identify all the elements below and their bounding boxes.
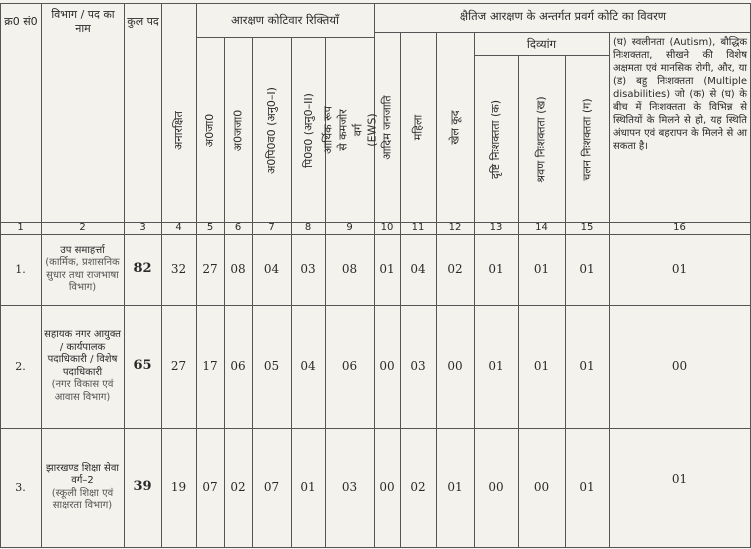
header-st — [224, 40, 252, 220]
row-value: 01 — [488, 359, 504, 373]
column-number: 5 — [206, 221, 214, 233]
post-name: सहायक नगर आयुक्त / कार्यपालक पदाधिकारी / विशेष पदाधिकारी — [44, 329, 121, 378]
post-name: उप समाहर्त्ता — [60, 244, 105, 256]
header-ews — [321, 40, 379, 220]
row-value: 03 — [300, 262, 316, 276]
row-value: 00 — [671, 358, 688, 373]
header-serial: क्र0 सं0 — [4, 15, 38, 29]
rule-v — [41, 3, 42, 548]
row-value: 00 — [379, 359, 395, 373]
header-col-label: आदिम जनजाति — [380, 95, 394, 160]
row-total-posts: 65 — [133, 358, 152, 374]
column-number: 13 — [489, 221, 503, 233]
column-number: 11 — [411, 221, 425, 233]
header-primitive-tribe — [374, 35, 400, 220]
row-total-posts: 39 — [133, 479, 152, 495]
header-col-label: आर्थिक रूप से कमजोर वर्ग (EWS) — [321, 106, 379, 154]
row-value: 01 — [579, 262, 595, 276]
header-visual-disability — [474, 58, 518, 220]
column-number: 12 — [448, 221, 462, 233]
row-value: 01 — [488, 262, 504, 276]
row-post — [43, 234, 122, 305]
header-col-label: श्रवण निःशक्तता (ख) — [535, 95, 548, 183]
header-women — [400, 35, 436, 220]
header-col-label: अ0पि0व0 (अनु0–I) — [265, 86, 279, 174]
column-number: 9 — [346, 221, 353, 233]
row-value: 01 — [379, 262, 395, 276]
row-value: 05 — [263, 359, 280, 373]
row-value: 01 — [579, 359, 595, 373]
column-number: 4 — [175, 221, 182, 233]
header-horizontal-reservation: क्षैतिज आरक्षण के अन्तर्गत प्रवर्ग कोटि का विवरण — [459, 8, 667, 23]
post-name: झारखण्ड शिक्षा सेवा वर्ग–2 — [46, 462, 119, 486]
header-ebc — [252, 40, 291, 220]
row-value: 06 — [230, 359, 246, 373]
row-value: 02 — [447, 262, 463, 276]
row-value: 00 — [488, 480, 504, 494]
row-value: 27 — [170, 359, 187, 373]
column-number: 2 — [79, 221, 86, 233]
row-value: 01 — [671, 472, 688, 486]
row-value: 02 — [230, 480, 246, 494]
row-value: 01 — [533, 262, 550, 276]
column-number: 16 — [673, 221, 686, 233]
header-vertical-reservation: आरक्षण कोटिवार रिक्तियाँ — [230, 13, 339, 28]
header-col-label: अ0जा0 — [203, 113, 217, 147]
column-number: 6 — [234, 221, 242, 233]
header-col-label: पि0व0 (अनु0–II) — [301, 92, 315, 168]
row-serial: 2. — [15, 359, 26, 373]
row-value: 04 — [410, 262, 426, 276]
row-post — [43, 305, 122, 428]
row-value: 01 — [447, 480, 463, 494]
column-number: 15 — [580, 221, 594, 233]
header-sc — [196, 40, 224, 220]
row-value: 00 — [533, 480, 550, 494]
rule-bottom — [0, 547, 751, 548]
row-value: 07 — [202, 480, 218, 494]
row-value: 03 — [341, 480, 358, 494]
row-value: 06 — [341, 359, 358, 373]
department-name: (कार्मिक, प्रशासनिक सुधार तथा राजभाषा विभाग) — [45, 257, 120, 293]
row-value: 07 — [263, 480, 280, 494]
header-hearing-disability — [518, 58, 565, 220]
header-locomotor-disability — [565, 58, 609, 220]
row-post — [43, 428, 122, 547]
column-number: 1 — [17, 221, 24, 233]
row-value: 27 — [202, 262, 218, 276]
column-number: 7 — [268, 221, 275, 233]
row-value: 04 — [300, 359, 316, 373]
header-note-multiple-disabilities: (घ) स्वलीनता (Autism), बौद्धिक निःशक्तता, सीखने की विशेष अक्षमता एवं मानसिक रोगी, और, या (ड) बहु निःशक्तता (Multiple disabilities) जो (क) से (घ) के बीच में निःशक्तता के विभिन्न से स्थितियों के मिलने से हो, यह स्थिति अंधापन एवं बहरापन के मिलने से आ सकता है। — [613, 37, 747, 152]
row-value: 00 — [379, 480, 395, 494]
department-name: (स्कूली शिक्षा एवं साक्षरता विभाग) — [51, 487, 114, 511]
column-number: 8 — [304, 221, 312, 233]
header-unreserved — [161, 40, 196, 220]
row-value: 03 — [410, 359, 426, 373]
row-serial: 3. — [15, 480, 26, 494]
header-sports — [436, 35, 474, 220]
header-total-posts: कुल पद — [127, 15, 159, 29]
column-number: 14 — [535, 221, 548, 233]
rule-divyang — [474, 55, 609, 56]
row-serial: 1. — [15, 262, 26, 276]
row-value: 01 — [533, 359, 550, 373]
header-col-label: अ0जजा0 — [231, 109, 245, 151]
header-divyang: दिव्यांग — [526, 36, 557, 51]
row-value: 19 — [170, 480, 187, 494]
row-value: 17 — [202, 359, 218, 373]
row-value: 02 — [410, 480, 426, 494]
header-col-label: दृष्टि निःशक्तता (क) — [489, 99, 503, 179]
row-value: 32 — [170, 262, 187, 276]
department-name: (नगर विकास एवं आवास विभाग) — [51, 379, 114, 403]
header-col-label: अनारक्षित — [172, 110, 185, 150]
header-col-label: महिला — [411, 114, 425, 141]
header-department: विभाग / पद का नाम — [51, 8, 115, 35]
column-number: 3 — [139, 221, 146, 233]
column-number: 10 — [380, 221, 394, 233]
row-value: 08 — [230, 262, 246, 276]
header-col-label: चलन निःशक्तता (ग) — [580, 97, 594, 181]
row-value: 04 — [263, 262, 280, 276]
rule-subhead-right — [374, 32, 751, 33]
row-value: 00 — [447, 359, 463, 373]
row-value: 08 — [341, 262, 358, 276]
header-col-label: खेल कूद — [448, 110, 462, 145]
row-value: 01 — [579, 480, 595, 494]
rule-subhead — [196, 37, 374, 38]
row-total-posts: 82 — [133, 261, 152, 277]
row-value: 01 — [300, 480, 316, 494]
row-value: 01 — [671, 261, 688, 276]
